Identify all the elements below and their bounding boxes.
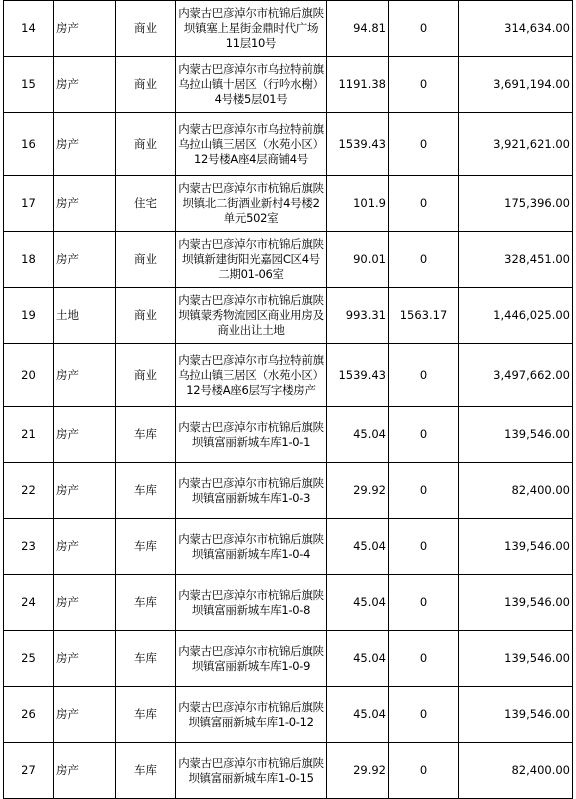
asset-use: 商业: [116, 288, 176, 344]
land-area: 0: [389, 519, 459, 575]
asset-location: 内蒙古巴彦淖尔市杭锦后旗陕坝镇富丽新城车库1-0-4: [176, 519, 327, 575]
asset-value: 314,634.00: [459, 1, 573, 57]
row-number: 25: [4, 631, 54, 687]
row-number: 16: [4, 113, 54, 176]
row-number: 22: [4, 463, 54, 519]
asset-type: 房产: [54, 463, 116, 519]
building-area: 1539.43: [327, 113, 389, 176]
asset-value: 328,451.00: [459, 232, 573, 288]
asset-value: 139,546.00: [459, 519, 573, 575]
asset-value: 139,546.00: [459, 687, 573, 743]
asset-use: 车库: [116, 687, 176, 743]
asset-use: 商业: [116, 232, 176, 288]
building-area: 45.04: [327, 575, 389, 631]
asset-value: 3,497,662.00: [459, 344, 573, 407]
land-area: 0: [389, 1, 459, 57]
asset-value: 139,546.00: [459, 575, 573, 631]
land-area: 0: [389, 743, 459, 799]
building-area: 45.04: [327, 407, 389, 463]
building-area: 29.92: [327, 463, 389, 519]
asset-location: 内蒙古巴彦淖尔市杭锦后旗陕坝镇北二街酒业新村4号楼2单元502室: [176, 176, 327, 232]
building-area: 45.04: [327, 687, 389, 743]
table-row: [4, 575, 573, 631]
asset-use: 商业: [116, 1, 176, 57]
asset-type: 房产: [54, 743, 116, 799]
land-area: 0: [389, 57, 459, 113]
land-area: 0: [389, 176, 459, 232]
table-row: [4, 687, 573, 743]
land-area: 1563.17: [389, 288, 459, 344]
building-area: 45.04: [327, 519, 389, 575]
table-row: [4, 176, 573, 232]
asset-value: 3,921,621.00: [459, 113, 573, 176]
asset-type: 土地: [54, 288, 116, 344]
asset-use: 车库: [116, 743, 176, 799]
building-area: 101.9: [327, 176, 389, 232]
row-number: 14: [4, 1, 54, 57]
row-number: 23: [4, 519, 54, 575]
asset-use: 商业: [116, 344, 176, 407]
land-area: 0: [389, 463, 459, 519]
asset-location: 内蒙古巴彦淖尔市杭锦后旗陕坝镇富丽新城车库1-0-12: [176, 687, 327, 743]
asset-type: 房产: [54, 57, 116, 113]
row-number: 21: [4, 407, 54, 463]
table-row: [4, 232, 573, 288]
asset-table: [3, 0, 573, 799]
asset-type: 房产: [54, 1, 116, 57]
asset-value: 139,546.00: [459, 631, 573, 687]
asset-type: 房产: [54, 232, 116, 288]
asset-location: 内蒙古巴彦淖尔市杭锦后旗陕坝镇富丽新城车库1-0-15: [176, 743, 327, 799]
table-row: [4, 344, 573, 407]
asset-location: 内蒙古巴彦淖尔市乌拉特前旗乌拉山镇三居区（水苑小区）12号楼A座4层商铺4号: [176, 113, 327, 176]
table-row: [4, 288, 573, 344]
asset-location: 内蒙古巴彦淖尔市杭锦后旗陕坝镇富丽新城车库1-0-8: [176, 575, 327, 631]
row-number: 24: [4, 575, 54, 631]
asset-value: 82,400.00: [459, 463, 573, 519]
asset-value: 82,400.00: [459, 743, 573, 799]
asset-location: 内蒙古巴彦淖尔市乌拉特前旗乌拉山镇三居区（水苑小区）12号楼A座6层写字楼房产: [176, 344, 327, 407]
asset-location: 内蒙古巴彦淖尔市杭锦后旗陕坝镇富丽新城车库1-0-3: [176, 463, 327, 519]
asset-use: 车库: [116, 575, 176, 631]
table-row: [4, 743, 573, 799]
asset-use: 住宅: [116, 176, 176, 232]
asset-location: 内蒙古巴彦淖尔市杭锦后旗陕坝镇富丽新城车库1-0-9: [176, 631, 327, 687]
land-area: 0: [389, 113, 459, 176]
asset-type: 房产: [54, 113, 116, 176]
building-area: 1539.43: [327, 344, 389, 407]
asset-use: 车库: [116, 407, 176, 463]
row-number: 18: [4, 232, 54, 288]
asset-value: 175,396.00: [459, 176, 573, 232]
row-number: 27: [4, 743, 54, 799]
asset-type: 房产: [54, 575, 116, 631]
table-row: [4, 57, 573, 113]
asset-location: 内蒙古巴彦淖尔市杭锦后旗陕坝镇蒙秀物流园区商业用房及商业出让土地: [176, 288, 327, 344]
asset-location: 内蒙古巴彦淖尔市杭锦后旗陕坝镇新建街阳光嘉园C区4号二期01-06室: [176, 232, 327, 288]
asset-location: 内蒙古巴彦淖尔市乌拉特前旗乌拉山镇十居区（行吟水榭）4号楼5层01号: [176, 57, 327, 113]
asset-value: 3,691,194.00: [459, 57, 573, 113]
row-number: 15: [4, 57, 54, 113]
asset-value: 139,546.00: [459, 407, 573, 463]
table-row: [4, 1, 573, 57]
table-row: [4, 113, 573, 176]
row-number: 17: [4, 176, 54, 232]
asset-type: 房产: [54, 631, 116, 687]
asset-location: 内蒙古巴彦淖尔市杭锦后旗陕坝镇塞上星街金鼎时代广场11层10号: [176, 1, 327, 57]
building-area: 90.01: [327, 232, 389, 288]
asset-type: 房产: [54, 344, 116, 407]
building-area: 94.81: [327, 1, 389, 57]
table-row: [4, 631, 573, 687]
land-area: 0: [389, 407, 459, 463]
asset-value: 1,446,025.00: [459, 288, 573, 344]
asset-type: 房产: [54, 176, 116, 232]
asset-use: 商业: [116, 113, 176, 176]
asset-use: 车库: [116, 519, 176, 575]
asset-use: 商业: [116, 57, 176, 113]
row-number: 19: [4, 288, 54, 344]
land-area: 0: [389, 687, 459, 743]
land-area: 0: [389, 344, 459, 407]
table-row: [4, 407, 573, 463]
land-area: 0: [389, 232, 459, 288]
asset-type: 房产: [54, 519, 116, 575]
land-area: 0: [389, 575, 459, 631]
building-area: 1191.38: [327, 57, 389, 113]
land-area: 0: [389, 631, 459, 687]
row-number: 20: [4, 344, 54, 407]
asset-use: 车库: [116, 631, 176, 687]
building-area: 45.04: [327, 631, 389, 687]
table-row: [4, 463, 573, 519]
building-area: 993.31: [327, 288, 389, 344]
table-row: [4, 519, 573, 575]
building-area: 29.92: [327, 743, 389, 799]
asset-use: 车库: [116, 463, 176, 519]
asset-location: 内蒙古巴彦淖尔市杭锦后旗陕坝镇富丽新城车库1-0-1: [176, 407, 327, 463]
asset-type: 房产: [54, 687, 116, 743]
row-number: 26: [4, 687, 54, 743]
asset-type: 房产: [54, 407, 116, 463]
